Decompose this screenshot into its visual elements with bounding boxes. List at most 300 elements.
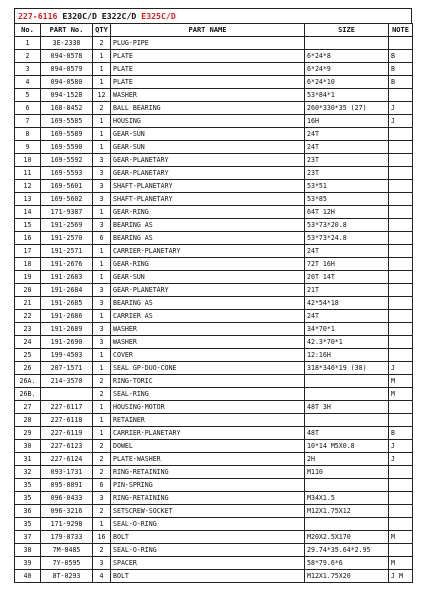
cell-part-no: 191-2690 [41,336,93,349]
cell-part-no: 207-1571 [41,362,93,375]
parts-list-title [14,8,412,23]
table-row [15,323,413,336]
cell-part-name: SEAL-O-RING [111,544,305,557]
cell-no: 20 [15,284,41,297]
cell-qty: 3 [93,154,111,167]
cell-note [389,180,413,193]
cell-qty: 2 [93,102,111,115]
cell-no: 35 [15,518,41,531]
cell-part-name: GEAR-SUN [111,128,305,141]
cell-size: 53*85 [305,193,389,206]
cell-no: 13 [15,193,41,206]
cell-note [389,219,413,232]
cell-qty: 1 [93,349,111,362]
cell-no: 6 [15,102,41,115]
cell-no: 19 [15,271,41,284]
cell-no: 26B. [15,388,41,401]
table-row [15,414,413,427]
cell-note: B [389,76,413,89]
cell-note: J [389,102,413,115]
cell-part-name: PLATE-WASHER [111,453,305,466]
cell-part-no: 227-6117 [41,401,93,414]
cell-size: 24T [305,310,389,323]
cell-size: 48T [305,427,389,440]
cell-no: 30 [15,440,41,453]
cell-part-name: HOUSING [111,115,305,128]
cell-part-no: 169-5593 [41,167,93,180]
cell-part-name: GEAR-SUN [111,141,305,154]
header-no: No. [15,24,41,37]
cell-qty: 1 [93,141,111,154]
cell-size: 48T 3H [305,401,389,414]
cell-part-name: RING-RETAINING [111,466,305,479]
table-row [15,245,413,258]
cell-no: 10 [15,154,41,167]
cell-note [389,323,413,336]
cell-part-name: DOWEL [111,440,305,453]
cell-note [389,284,413,297]
cell-part-no: 169-5592 [41,154,93,167]
cell-part-name: GEAR-PLANETARY [111,284,305,297]
cell-part-no: 191-2685 [41,297,93,310]
cell-qty: 1 [93,310,111,323]
table-row [15,115,413,128]
cell-note [389,310,413,323]
cell-note: J M [389,570,413,583]
table-row [15,388,413,401]
table-row [15,141,413,154]
cell-part-name: SEAL-RING [111,388,305,401]
cell-part-no: 169-5590 [41,141,93,154]
cell-part-name: WASHER [111,336,305,349]
cell-part-no: 094-1528 [41,89,93,102]
cell-no: 26 [15,362,41,375]
table-row [15,167,413,180]
cell-note [389,492,413,505]
cell-no: 4 [15,76,41,89]
cell-size: 24T [305,245,389,258]
cell-part-no: 095-0891 [41,479,93,492]
cell-part-no: 191-2689 [41,323,93,336]
cell-no: 17 [15,245,41,258]
cell-qty: 12 [93,89,111,102]
table-row [15,440,413,453]
cell-part-no: 094-0579 [41,63,93,76]
cell-no: 39 [15,557,41,570]
cell-size [305,479,389,492]
table-row [15,310,413,323]
cell-qty: 1 [93,258,111,271]
table-row [15,154,413,167]
table-row [15,258,413,271]
cell-qty: 1 [93,76,111,89]
cell-no: 5 [15,89,41,102]
cell-part-no: 191-2686 [41,310,93,323]
cell-no: 28 [15,414,41,427]
table-row [15,232,413,245]
cell-size: 260*330*35 (27) [305,102,389,115]
cell-note [389,245,413,258]
cell-note: B [389,427,413,440]
cell-part-name: BEARING AS [111,232,305,245]
cell-note [389,128,413,141]
cell-size: 10*14 M5X0.8 [305,440,389,453]
table-row [15,37,413,50]
cell-note [389,544,413,557]
cell-no: 14 [15,206,41,219]
cell-part-no: 227-6123 [41,440,93,453]
cell-note [389,466,413,479]
cell-size: 12:16H [305,349,389,362]
cell-qty: 1 [93,518,111,531]
cell-size: 16H [305,115,389,128]
cell-size: 6*24*8 [305,50,389,63]
cell-part-name: BALL BEARING [111,102,305,115]
table-row [15,297,413,310]
table-row [15,219,413,232]
cell-size: 34*70*1 [305,323,389,336]
cell-no: 36 [15,505,41,518]
cell-part-no: 093-1731 [41,466,93,479]
cell-size: 29.74*35.64*2.95 [305,544,389,557]
cell-qty: 4 [93,570,111,583]
cell-part-no: 168-8452 [41,102,93,115]
table-row [15,180,413,193]
cell-part-name: BOLT [111,531,305,544]
cell-part-name: CARRIER-PLANETARY [111,427,305,440]
header-note: NOTE [389,24,413,37]
cell-part-name: GEAR-PLANETARY [111,154,305,167]
table-row [15,271,413,284]
cell-note [389,141,413,154]
cell-note: J [389,115,413,128]
cell-qty: 1 [93,50,111,63]
cell-part-name: SHAFT-PLANETARY [111,180,305,193]
cell-size: M12X1.75X20 [305,570,389,583]
cell-part-name: WASHER [111,323,305,336]
cell-note: M [389,531,413,544]
cell-qty: 2 [93,375,111,388]
cell-no: 23 [15,323,41,336]
cell-no: 35 [15,479,41,492]
title-part-number: 227-6116 [18,11,58,21]
cell-part-name: PLATE [111,50,305,63]
table-row [15,362,413,375]
table-row [15,505,413,518]
cell-note [389,258,413,271]
cell-qty: 3 [93,284,111,297]
parts-table [14,23,413,583]
cell-part-name: PLUG-PIPE [111,37,305,50]
table-row [15,375,413,388]
parts-table-body [15,37,413,583]
cell-no: 29 [15,427,41,440]
cell-note [389,232,413,245]
cell-no: 35 [15,492,41,505]
cell-size: 2H [305,453,389,466]
cell-size [305,37,389,50]
cell-note: M [389,375,413,388]
cell-note [389,505,413,518]
cell-note [389,401,413,414]
header-part-name: PART NAME [111,24,305,37]
table-row [15,89,413,102]
cell-qty: 3 [93,193,111,206]
cell-no: 24 [15,336,41,349]
cell-note: M [389,557,413,570]
cell-size: 21T [305,284,389,297]
header-qty: QTY [93,24,111,37]
cell-part-name: SPACER [111,557,305,570]
table-header-row [15,24,413,37]
cell-part-no: 191-2570 [41,232,93,245]
cell-note [389,193,413,206]
cell-size: 42.3*70*1 [305,336,389,349]
cell-part-no: 214-3570 [41,375,93,388]
table-row [15,284,413,297]
cell-note [389,297,413,310]
cell-qty: 2 [93,505,111,518]
cell-size: 58*79.6*6 [305,557,389,570]
cell-part-no: 179-8733 [41,531,93,544]
cell-part-name: BOLT [111,570,305,583]
cell-size: 53*84*1 [305,89,389,102]
cell-no: 26A. [15,375,41,388]
cell-size: M12X1.75X12 [305,505,389,518]
cell-note [389,167,413,180]
cell-qty: 3 [93,297,111,310]
cell-no: 8 [15,128,41,141]
cell-qty: 1 [93,206,111,219]
table-row [15,479,413,492]
cell-size [305,375,389,388]
cell-qty: 2 [93,388,111,401]
cell-no: 18 [15,258,41,271]
table-row [15,427,413,440]
cell-qty: 6 [93,232,111,245]
cell-part-no: 171-9387 [41,206,93,219]
cell-no: 12 [15,180,41,193]
cell-part-no: 191-2676 [41,258,93,271]
cell-size: 20T 14T [305,271,389,284]
table-row [15,63,413,76]
table-row [15,50,413,63]
cell-part-name: PLATE [111,63,305,76]
cell-size: 6*24*10 [305,76,389,89]
cell-part-name: SHAFT-PLANETARY [111,193,305,206]
cell-size: 53*73*24.8 [305,232,389,245]
table-row [15,76,413,89]
header-size: SIZE [305,24,389,37]
cell-qty: 6 [93,479,111,492]
cell-part-name: BEARING AS [111,297,305,310]
cell-part-no: 169-5585 [41,115,93,128]
cell-part-name: SETSCREW-SOCKET [111,505,305,518]
cell-note [389,89,413,102]
cell-no: 40 [15,570,41,583]
header-part-no: PART No. [41,24,93,37]
cell-no: 7 [15,115,41,128]
cell-part-no: 096-0433 [41,492,93,505]
cell-size: 318*346*19 (38) [305,362,389,375]
cell-part-no: 096-3216 [41,505,93,518]
cell-part-no: 191-2569 [41,219,93,232]
cell-qty: 3 [93,492,111,505]
cell-qty: 1 [93,414,111,427]
cell-qty: 2 [93,466,111,479]
cell-part-name: PLATE [111,76,305,89]
cell-qty: 3 [93,219,111,232]
cell-no: 11 [15,167,41,180]
cell-no: 27 [15,401,41,414]
cell-note [389,206,413,219]
cell-note: J [389,453,413,466]
cell-part-name: RING-TORIC [111,375,305,388]
cell-note [389,479,413,492]
cell-no: 3 [15,63,41,76]
cell-part-no: 227-6124 [41,453,93,466]
cell-qty: 3 [93,557,111,570]
cell-part-name: CARRIER AS [111,310,305,323]
cell-size: 72T 16H [305,258,389,271]
cell-part-name: RETAINER [111,414,305,427]
cell-part-no: 7M-8485 [41,544,93,557]
cell-size: 64T 12H [305,206,389,219]
cell-part-name: HOUSING-MOTOR [111,401,305,414]
cell-size: 23T [305,167,389,180]
cell-qty: 1 [93,115,111,128]
cell-part-no: 199-4503 [41,349,93,362]
cell-qty: 3 [93,336,111,349]
cell-part-name: CARRIER-PLANETARY [111,245,305,258]
cell-note [389,271,413,284]
cell-part-no: 227-6119 [41,427,93,440]
cell-part-no: 094-0578 [41,50,93,63]
cell-note: B [389,63,413,76]
cell-note [389,37,413,50]
cell-no: 1 [15,37,41,50]
cell-size: M20X2.5X170 [305,531,389,544]
table-row [15,401,413,414]
cell-part-no: 191-2571 [41,245,93,258]
table-row [15,453,413,466]
cell-size: 24T [305,128,389,141]
cell-no: 31 [15,453,41,466]
cell-part-name: GEAR-RING [111,258,305,271]
cell-part-no: 8T-0293 [41,570,93,583]
cell-part-no: 171-9298 [41,518,93,531]
cell-note [389,414,413,427]
cell-part-name: RING-RETAINING [111,492,305,505]
cell-note [389,336,413,349]
table-row [15,531,413,544]
cell-no: 22 [15,310,41,323]
table-row [15,349,413,362]
cell-qty: 3 [93,167,111,180]
cell-qty: 1 [93,271,111,284]
cell-note: B [389,50,413,63]
cell-qty: 3 [93,323,111,336]
table-row [15,544,413,557]
cell-part-no: 169-5602 [41,193,93,206]
cell-no: 9 [15,141,41,154]
cell-part-name: COVER [111,349,305,362]
cell-size: M110 [305,466,389,479]
cell-part-no: 094-0580 [41,76,93,89]
cell-size: 6*24*9 [305,63,389,76]
title-model-highlight: E325C/D [141,11,176,21]
parts-list-sheet [14,8,412,583]
table-row [15,206,413,219]
cell-qty: 1 [93,128,111,141]
cell-part-no: 191-2683 [41,271,93,284]
cell-part-no: 191-2684 [41,284,93,297]
cell-part-name: SEAL-O-RING [111,518,305,531]
cell-size [305,388,389,401]
cell-size [305,414,389,427]
cell-part-name: WASHER [111,89,305,102]
cell-note: J [389,440,413,453]
cell-note: J [389,362,413,375]
cell-no: 15 [15,219,41,232]
cell-part-no: 169-5589 [41,128,93,141]
cell-part-name: GEAR-PLANETARY [111,167,305,180]
cell-qty: 2 [93,453,111,466]
table-row [15,557,413,570]
cell-part-no: 3E-2338 [41,37,93,50]
cell-note: M [389,388,413,401]
cell-no: 21 [15,297,41,310]
cell-no: 37 [15,531,41,544]
cell-size: M34X1.5 [305,492,389,505]
cell-part-name: GEAR-RING [111,206,305,219]
cell-qty: 16 [93,531,111,544]
table-row [15,466,413,479]
cell-note [389,154,413,167]
table-row [15,193,413,206]
cell-qty: 3 [93,180,111,193]
table-row [15,492,413,505]
table-row [15,336,413,349]
cell-part-no: 169-5601 [41,180,93,193]
table-row [15,570,413,583]
cell-part-no [41,388,93,401]
title-models: E320C/D E322C/D [62,11,137,21]
cell-qty: 2 [93,37,111,50]
cell-qty: 2 [93,440,111,453]
table-row [15,102,413,115]
cell-qty: 1 [93,401,111,414]
cell-note [389,518,413,531]
cell-part-no: 7Y-0595 [41,557,93,570]
cell-size: 53*73*20.8 [305,219,389,232]
cell-part-name: PIN-SPRING [111,479,305,492]
cell-size: 23T [305,154,389,167]
cell-qty: 1 [93,63,111,76]
cell-qty: 1 [93,362,111,375]
cell-size: 42*54*18 [305,297,389,310]
table-row [15,518,413,531]
cell-part-name: GEAR-SUN [111,271,305,284]
cell-part-name: BEARING AS [111,219,305,232]
cell-qty: 2 [93,544,111,557]
cell-size: 53*51 [305,180,389,193]
cell-no: 2 [15,50,41,63]
cell-note [389,349,413,362]
cell-qty: 1 [93,427,111,440]
table-row [15,128,413,141]
cell-no: 16 [15,232,41,245]
